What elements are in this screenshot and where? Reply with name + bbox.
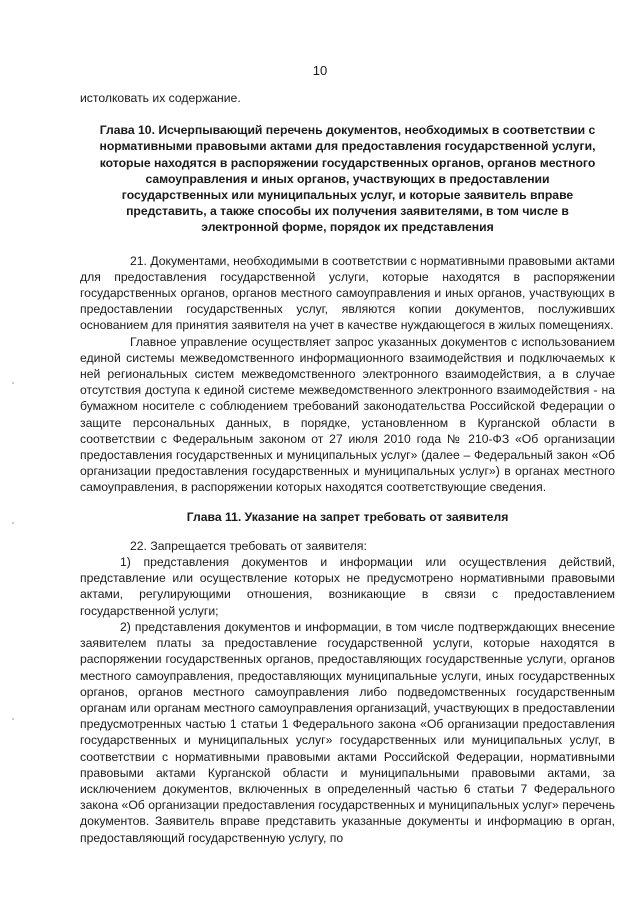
chapter-11-heading: Глава 11. Указание на запрет требовать от заявителя [186,509,509,524]
list-item-1: 1) представления документов и информации или осуществления действий, представление или осуществление которых не предусмотрено нормативными правовыми актами, регулирующими отношения, возникающие в связи с предоставлением государственной услуги; [80,555,615,618]
document-body [80,90,615,846]
paragraph-main-directorate: Главное управление осуществляет запрос указанных документов с использованием единой системы межведомственного информационного взаимодействия и подключаемых к ней региональных систем межведомственного электронного взаимодействия, а в случае отсутствия доступа к единой системе межведомственного электронного взаимодействия - на бумажном носителе с соблюдением требований законодательства Российской Федерации о защите персональных данных, в порядке, установленном в Курганской области в соответствии с Федеральным законом от 27 июля 2010 года № 210-ФЗ «Об организации предоставления государственных и муниципальных услуг» (далее – Федеральный закон «Об организации предоставления государственных и муниципальных услуг») в органах местного самоуправления, в распоряжении которых находятся соответствующие сведения. [80,334,615,495]
paragraph-21: 21. Документами, необходимыми в соответствии с нормативными правовыми актами для предоставления государственной услуги, которые находятся в распоряжении государственных органов, органов местного самоуправления и иных органов, участвующих в предоставлении государственных услуг, являются копии документов, послуживших основанием для принятия заявителя на учет в качестве нуждающегося в жилых помещениях. [80,253,615,333]
page-number: 10 [312,63,328,78]
paragraph-22: 22. Запрещается требовать от заявителя: [130,538,367,553]
continuation-line: истолковать их содержание. [80,91,241,105]
scan-speck [12,718,14,720]
scan-speck [12,382,14,384]
chapter-10-heading: Глава 10. Исчерпывающий перечень документов, необходимых в соответствии с нормативными правовыми актами для предоставления государственной услуги, которые находятся в распоряжении государственных органов, органов местного самоуправления и иных органов, участвующих в предоставлении государственных или муниципальных услуг, и которые заявитель вправе представить, а также способы их получения заявителями, в том числе в электронной форме, порядок их представления [99,123,596,235]
scan-speck [12,522,14,524]
list-item-2: 2) представления документов и информации, в том числе подтверждающих внесение заявителем платы за предоставление государственной услуги, которые находятся в распоряжении государственных органов, предоставляющих государственные услуги, органов местного самоуправления, предоставляющих муниципальные услуги, иных государственных органов, органов местного самоуправления либо подведомственных государственным органам или органам местного самоуправления организаций, участвующих в предоставлении предусмотренных частью 1 статьи 1 Федерального закона «Об организации предоставления государственных и муниципальных услуг» государственных или муниципальных услуг, в соответствии с нормативными правовыми актами Российской Федерации, нормативными правовыми актами Курганской области и муниципальными правовыми актами, за исключением документов, включенных в определенный частью 6 статьи 7 Федерального закона «Об организации предоставления государственных и муниципальных услуг» перечень документов. Заявитель вправе представить указанные документы и информацию в орган, предоставляющий государственную услугу, по [80,619,615,845]
